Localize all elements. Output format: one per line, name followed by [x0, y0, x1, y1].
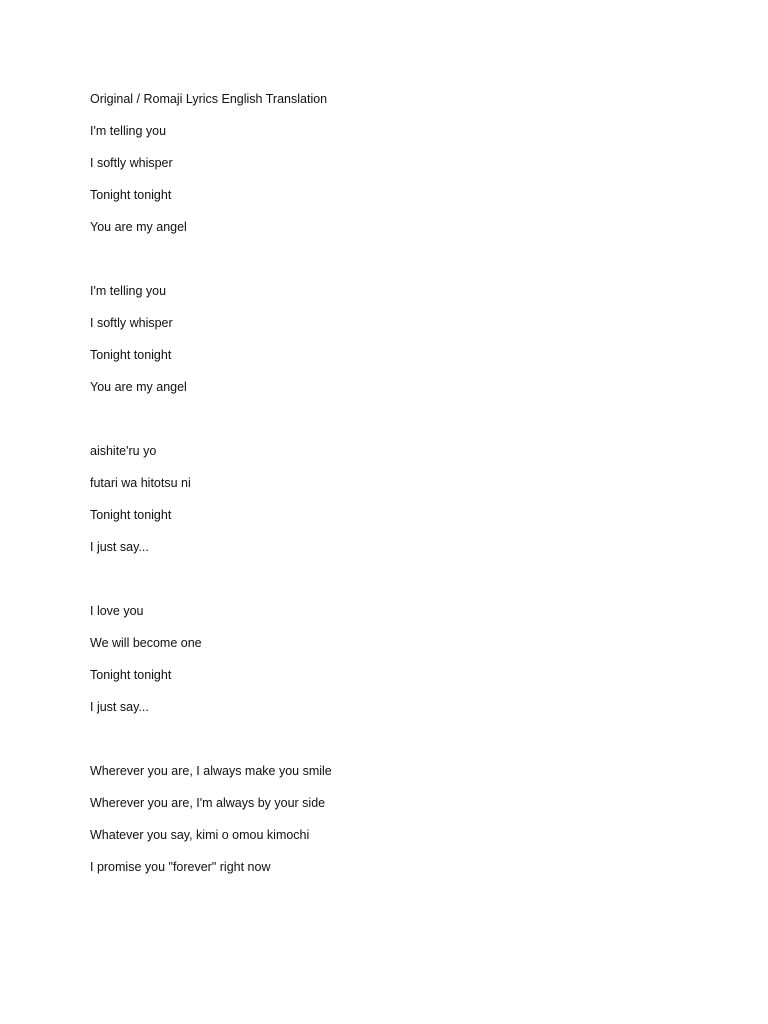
lyric-line: I softly whisper [90, 156, 173, 170]
lyric-line: We will become one [90, 636, 202, 650]
lyric-line: I love you [90, 604, 144, 618]
lyric-line: I promise you "forever" right now [90, 860, 271, 874]
stanza-3 [90, 440, 730, 568]
lyric-line: Wherever you are, I'm always by your side [90, 796, 326, 810]
lyric-line: aishite'ru yo [90, 444, 157, 458]
lyric-line: You are my angel [90, 380, 187, 394]
lyric-line: I just say... [90, 540, 149, 554]
lyric-line: Whatever you say, kimi o omou kimochi [90, 828, 310, 842]
stanza-5 [90, 760, 730, 888]
lyric-line: Tonight tonight [90, 348, 172, 362]
lyric-line: Tonight tonight [90, 188, 172, 202]
stanza-4 [90, 600, 730, 728]
lyric-line: Tonight tonight [90, 668, 172, 682]
lyric-line: I'm telling you [90, 124, 167, 138]
stanza-2 [90, 280, 730, 408]
document-header: Original / Romaji Lyrics English Translation [90, 92, 328, 106]
lyric-line: I softly whisper [90, 316, 173, 330]
lyric-line: Wherever you are, I always make you smile [90, 764, 332, 778]
lyric-line: I'm telling you [90, 284, 167, 298]
lyric-line: You are my angel [90, 220, 187, 234]
stanza-1 [90, 120, 730, 248]
lyric-line: futari wa hitotsu ni [90, 476, 191, 490]
lyrics-body [90, 88, 730, 888]
lyric-line: Tonight tonight [90, 508, 172, 522]
lyric-line: I just say... [90, 700, 149, 714]
